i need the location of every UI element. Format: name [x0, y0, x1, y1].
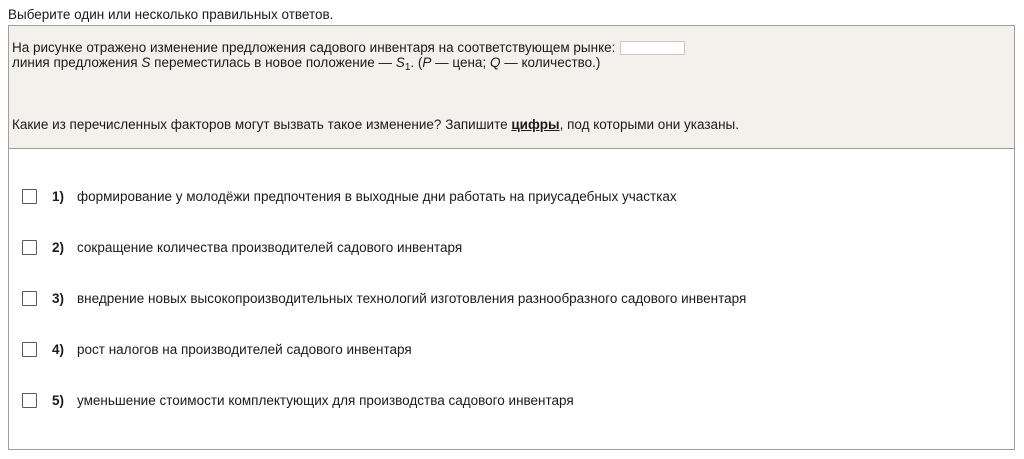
question-text-2b: переместилась в новое положение —	[150, 55, 396, 70]
answer-text-4: рост налогов на производителей садового инвентаря	[77, 341, 412, 357]
question-text-1: На рисунке отражено изменение предложения садового инвентаря на соответствующем рынке:	[12, 40, 616, 55]
symbol-s1: S	[395, 55, 405, 70]
question-text-2d: — цена;	[431, 55, 490, 70]
question-text-3a: Какие из перечисленных факторов могут вызвать такое изменение? Запишите	[12, 117, 512, 132]
question-text-2c: . (	[410, 55, 423, 70]
answer-number-1: 1)	[52, 188, 65, 204]
answer-option-4[interactable]	[22, 340, 412, 358]
answer-number-4: 4)	[52, 341, 65, 357]
emphasis-digits: цифры	[511, 117, 560, 132]
task-box	[8, 25, 1015, 450]
answer-text-1: формирование у молодёжи предпочтения в выходные дни работать на приусадебных участках	[77, 188, 677, 204]
answer-checkbox-2[interactable]	[22, 240, 37, 255]
answer-option-5[interactable]	[22, 391, 574, 409]
answer-checkbox-4[interactable]	[22, 342, 37, 357]
symbol-q: Q	[489, 55, 501, 70]
answer-option-1[interactable]	[22, 187, 677, 205]
question-line-2	[12, 55, 600, 76]
symbol-s1-subscript: 1	[404, 62, 411, 73]
answer-number-5: 5)	[52, 392, 65, 408]
answer-option-3[interactable]	[22, 289, 746, 307]
question-line-3	[12, 117, 739, 133]
symbol-s: S	[141, 55, 151, 70]
question-text-3b: , под которыми они указаны.	[559, 117, 739, 132]
answer-checkbox-5[interactable]	[22, 393, 37, 408]
question-text-2e: — количество.)	[500, 55, 601, 70]
answer-text-5: уменьшение стоимости комплектующих для производства садового инвентаря	[77, 392, 574, 408]
symbol-p: P	[422, 55, 432, 70]
question-line-1	[12, 40, 685, 56]
instruction-text: Выберите один или несколько правильных ответов.	[8, 7, 334, 22]
answer-checkbox-1[interactable]	[22, 189, 37, 204]
answer-text-3: внедрение новых высокопроизводительных технологий изготовления разнообразного садового инвентаря	[77, 290, 747, 306]
question-text-2a: линия предложения	[12, 55, 142, 70]
answer-number-3: 3)	[52, 290, 65, 306]
answer-checkbox-3[interactable]	[22, 291, 37, 306]
figure-image-placeholder	[620, 41, 685, 55]
question-panel	[9, 26, 1014, 149]
answer-option-2[interactable]	[22, 238, 462, 256]
answer-number-2: 2)	[52, 239, 65, 255]
answer-text-2: сокращение количества производителей садового инвентаря	[77, 239, 463, 255]
